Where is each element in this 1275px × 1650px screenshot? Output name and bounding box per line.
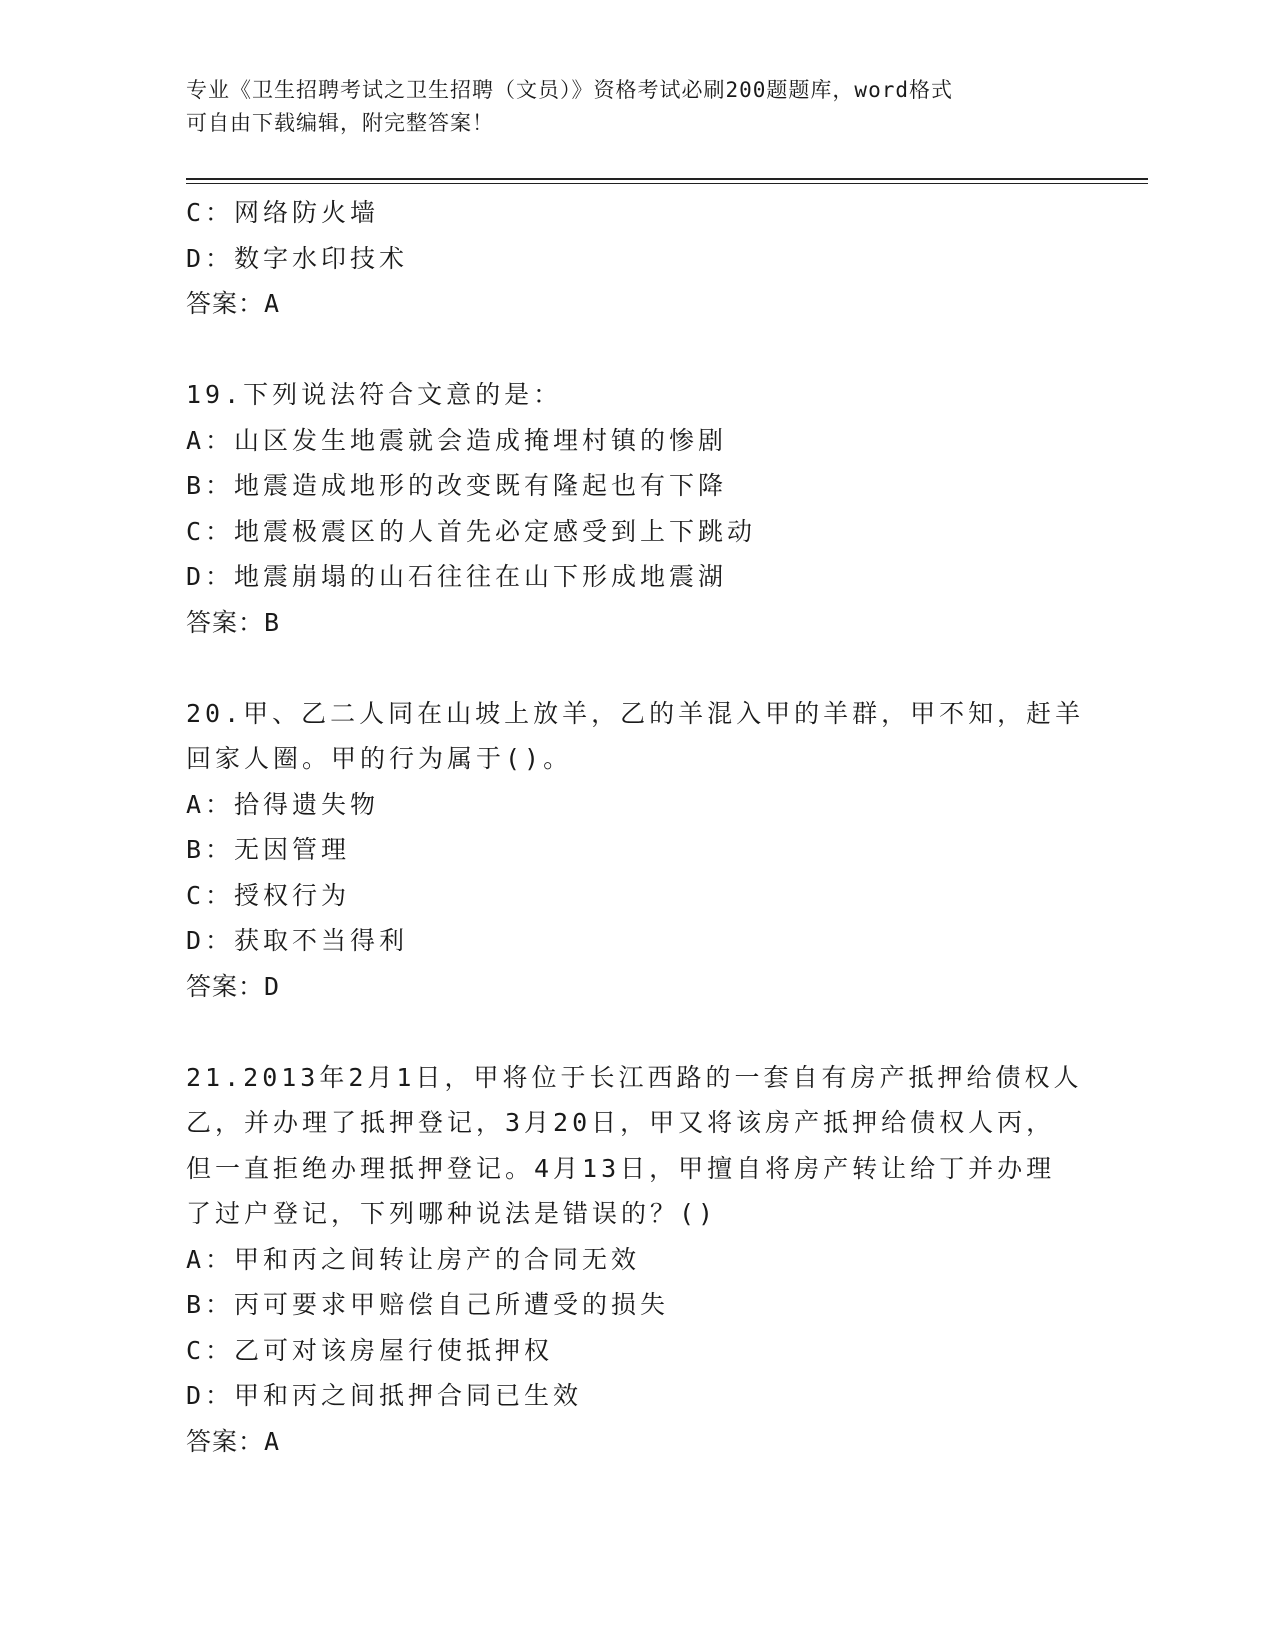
option-c: C：网络防火墙 (186, 198, 380, 227)
option-b: B：无因管理 (186, 835, 351, 864)
spacer (186, 645, 1086, 691)
document-content (186, 190, 1086, 1464)
question-19 (186, 372, 1086, 645)
option-b: B：地震造成地形的改变既有隆起也有下降 (186, 471, 728, 500)
answer-label: 答案： (186, 971, 265, 1001)
header-line-2: 可自由下载编辑，附完整答案！ (186, 111, 494, 135)
option-c: C：地震极震区的人首先必定感受到上下跳动 (186, 516, 757, 546)
answer-label: 答案： (186, 1426, 265, 1456)
answer-line (186, 600, 1086, 646)
header-rule-thin (186, 183, 1148, 184)
answer-value: A (264, 1426, 281, 1456)
answer-value: D (264, 971, 281, 1001)
option-a: A：拾得遗失物 (186, 789, 380, 819)
header-rule-thick (186, 178, 1148, 180)
option-a: A：甲和丙之间转让房产的合同无效 (186, 1244, 641, 1274)
question-stem-line-2: 乙，并办理了抵押登记，3月20日，甲又将该房产抵押给债权人丙， (186, 1108, 1056, 1137)
option-c: C：乙可对该房屋行使抵押权 (186, 1335, 554, 1365)
question-stem-line-3: 但一直拒绝办理抵押登记。4月13日，甲擅自将房产转让给丁并办理 (186, 1153, 1056, 1183)
answer-value: A (264, 289, 281, 318)
option-c: C：授权行为 (186, 880, 351, 910)
answer-line (186, 1419, 1086, 1465)
question-20 (186, 691, 1086, 1010)
answer-line (186, 964, 1086, 1010)
question-21 (186, 1055, 1086, 1465)
question-stem-line-4: 了过户登记，下列哪种说法是错误的？() (186, 1199, 718, 1228)
option-d: D：地震崩塌的山石往往在山下形成地震湖 (186, 562, 728, 591)
option-d: D：数字水印技术 (186, 243, 409, 273)
header-line-1: 专业《卫生招聘考试之卫生招聘（文员）》资格考试必刷200题题库，word格式 (186, 78, 953, 102)
question-stem: 19.下列说法符合文意的是： (186, 380, 563, 409)
question-stem-line-2: 回家人圈。甲的行为属于()。 (186, 744, 573, 773)
answer-line (186, 281, 1086, 327)
question-stem-line-1: 20.甲、乙二人同在山坡上放羊，乙的羊混入甲的羊群，甲不知，赶羊 (186, 698, 1085, 728)
spacer (186, 327, 1086, 373)
spacer (186, 1009, 1086, 1055)
answer-label: 答案： (186, 607, 265, 637)
document-header (186, 74, 1066, 140)
answer-label: 答案： (186, 289, 265, 318)
question-18-continued (186, 190, 1086, 327)
option-a: A：山区发生地震就会造成掩埋村镇的惨剧 (186, 425, 728, 455)
question-stem-line-1: 21.2013年2月1日，甲将位于长江西路的一套自有房产抵押给债权人 (186, 1062, 1083, 1092)
answer-value: B (264, 607, 281, 637)
option-d: D：甲和丙之间抵押合同已生效 (186, 1381, 583, 1410)
option-b: B：丙可要求甲赔偿自己所遭受的损失 (186, 1290, 670, 1319)
option-d: D：获取不当得利 (186, 926, 409, 955)
